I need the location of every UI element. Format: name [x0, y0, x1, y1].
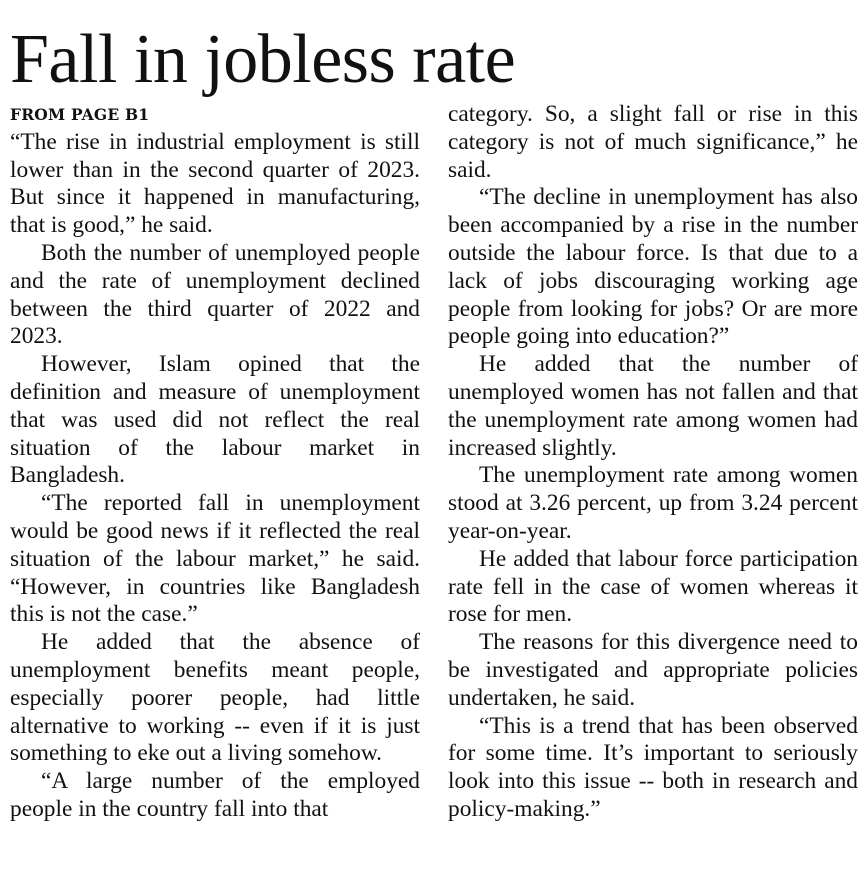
- continuation-kicker: FROM PAGE B1: [10, 105, 150, 124]
- paragraph: category. So, a slight fall or rise in this category is not of much significance,” he said.: [448, 101, 858, 183]
- paragraph: However, Islam opined that the definition and measure of unemployment that was used did not reflect the real situation of the labour market in Bangladesh.: [10, 351, 420, 489]
- headline: Fall in jobless rate: [10, 21, 516, 98]
- paragraph: He added that the absence of unemployment benefits meant people, especially poorer people, had little alternative to working -- even if it is just something to eke out a living somehow.: [10, 629, 420, 767]
- paragraph: “The decline in unemployment has also been accompanied by a rise in the number outside the labour force. Is that due to a lack of jobs discouraging working age people from looking for jobs? Or are more people going into education?”: [448, 184, 858, 350]
- paragraph: The unemployment rate among women stood at 3.26 percent, up from 3.24 percent year-on-year.: [448, 462, 858, 544]
- paragraph: He added that labour force participation rate fell in the case of women whereas it rose for men.: [448, 545, 858, 628]
- paragraph: “The rise in industrial employment is still lower than in the second quarter of 2023. But since it happened in manufacturing, that is good,” he said.: [10, 128, 420, 239]
- paragraph: “The reported fall in unemployment would be good news if it reflected the real situation of the labour market,” he said. “However, in countries like Bangladesh this is not the case.”: [10, 490, 420, 628]
- paragraph: “This is a trend that has been observed for some time. It’s important to seriously look into this issue -- both in research and policy-making.”: [448, 712, 858, 822]
- paragraph: He added that the number of unemployed women has not fallen and that the unemployment rate among women had increased slightly.: [448, 351, 858, 461]
- paragraph: Both the number of unemployed people and the rate of unemployment declined between the third quarter of 2022 and 2023.: [10, 239, 420, 350]
- article-column-right: [448, 101, 858, 824]
- paragraph: The reasons for this divergence need to be investigated and appropriate policies undertaken, he said.: [448, 629, 858, 711]
- paragraph: “A large number of the employed people in the country fall into that: [10, 768, 420, 822]
- article-column-left: [10, 101, 420, 824]
